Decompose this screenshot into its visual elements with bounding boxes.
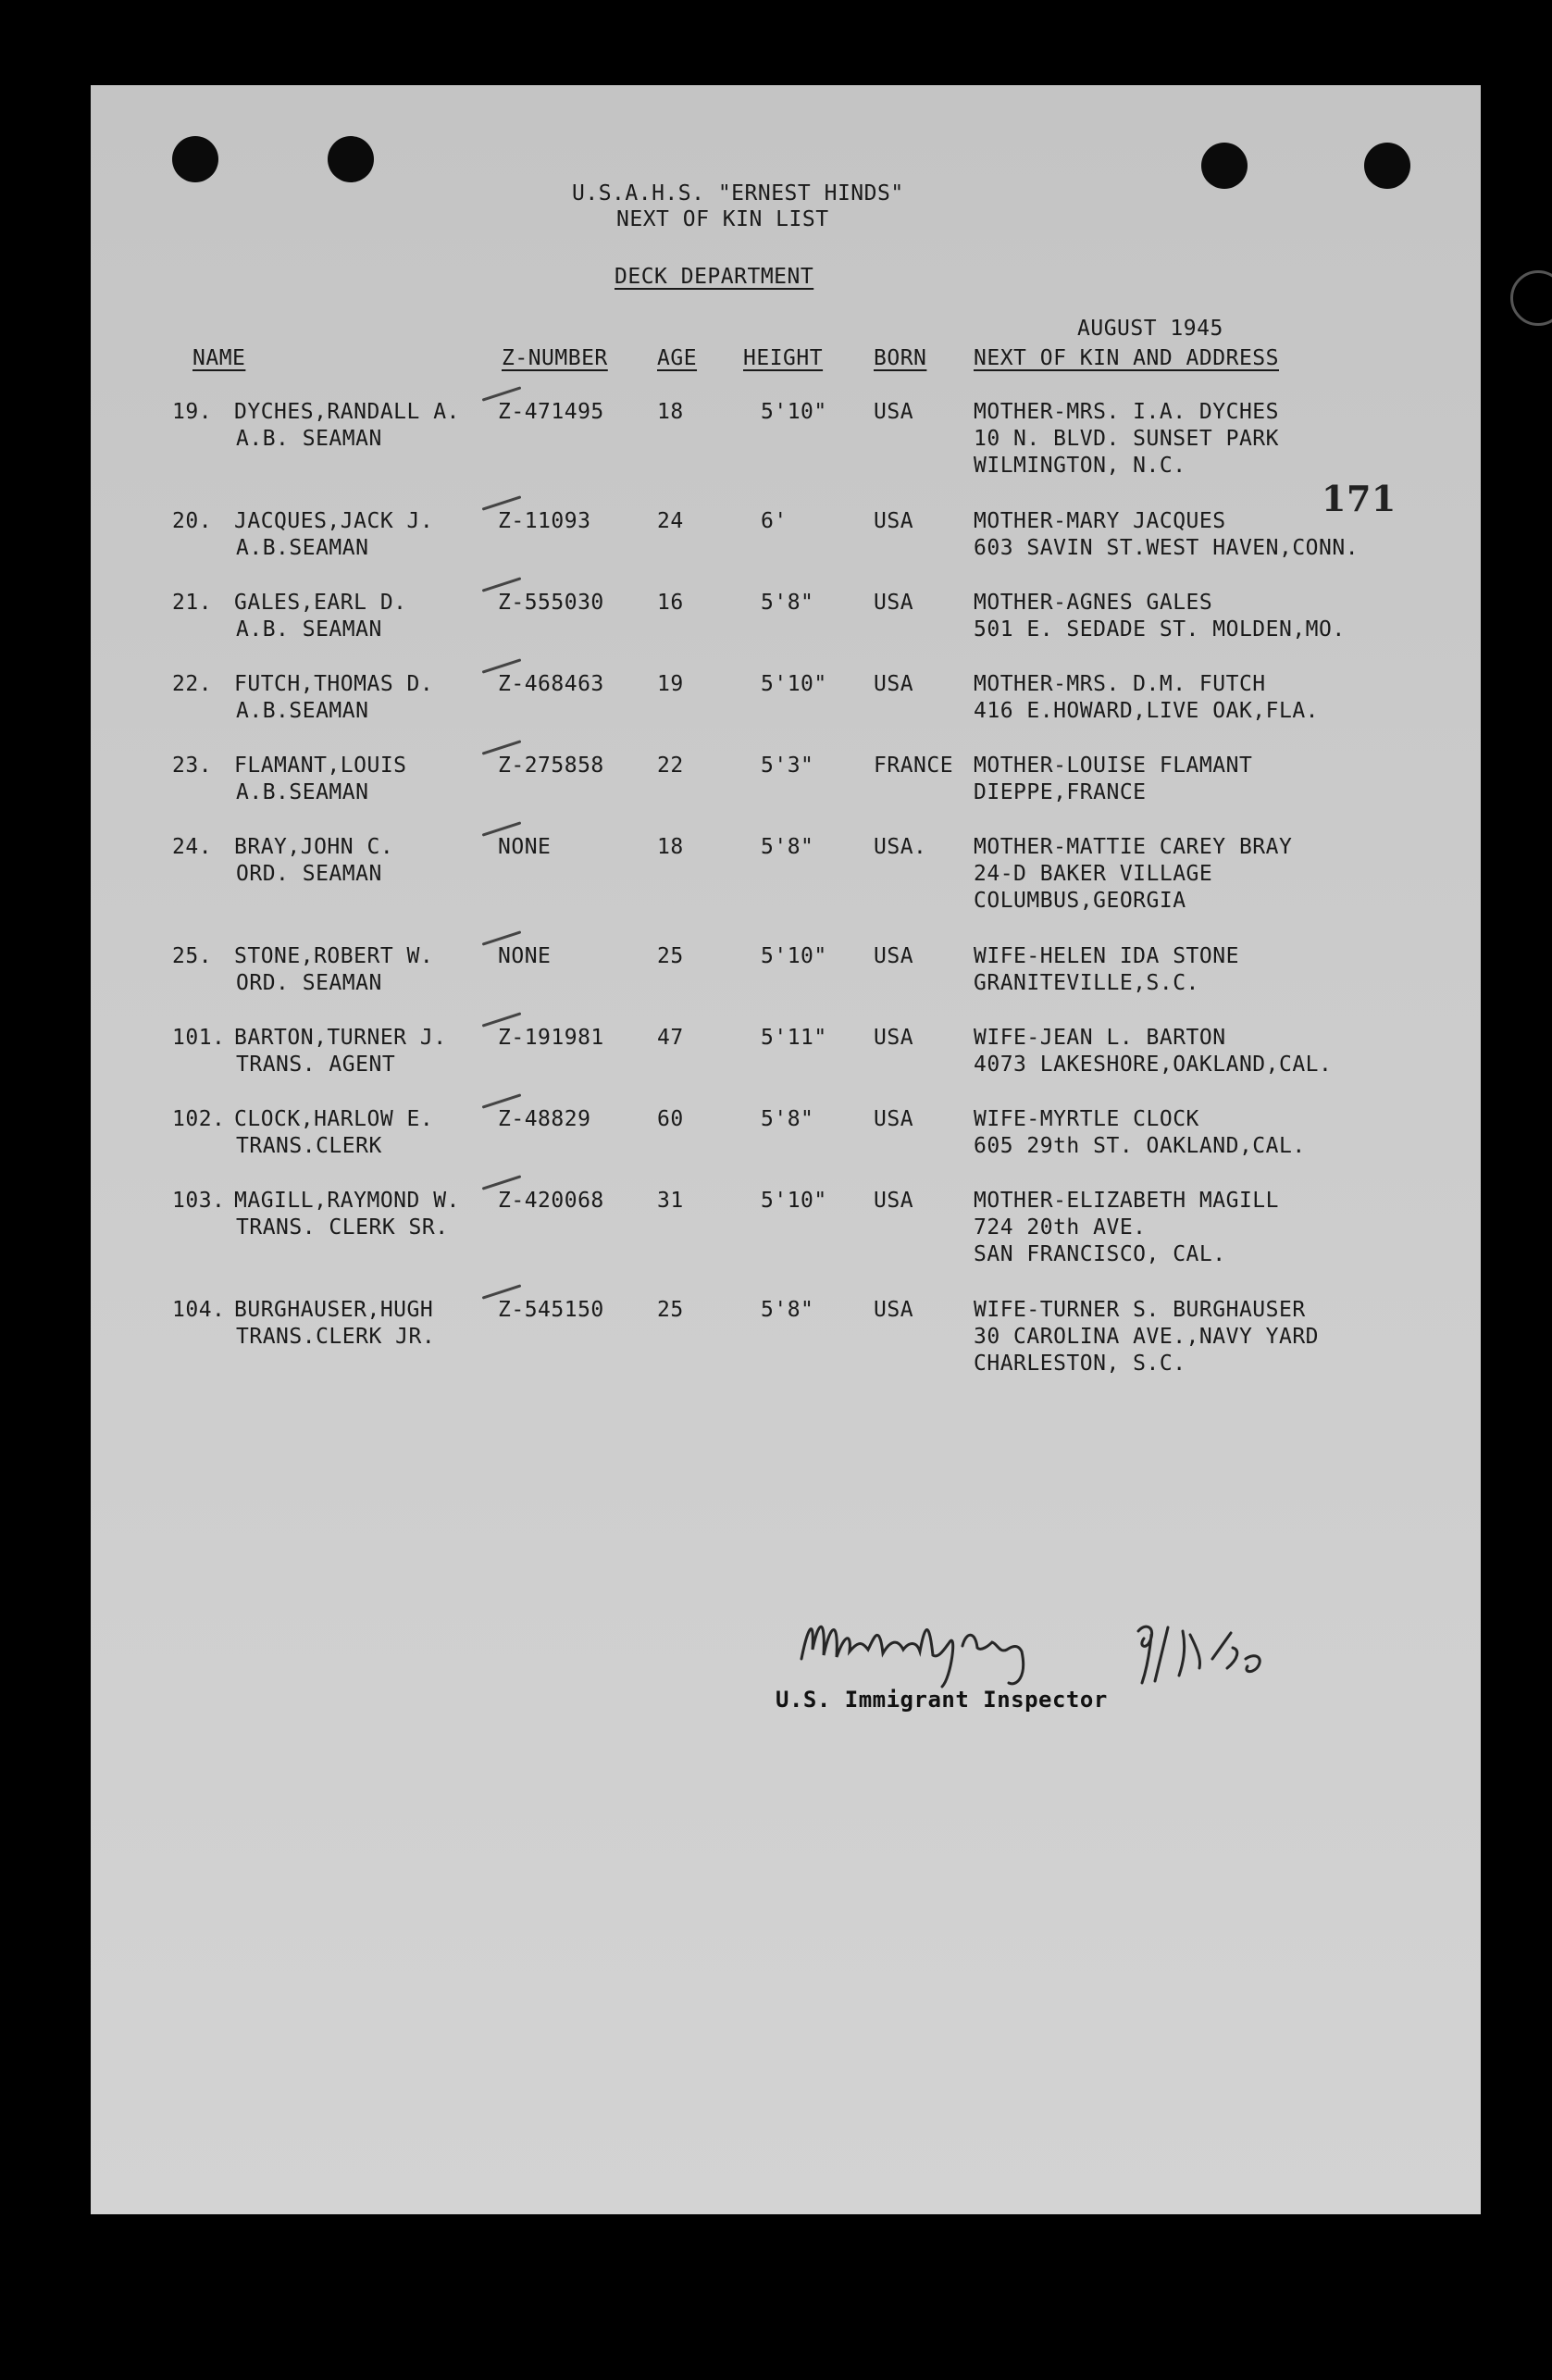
crew-birthplace: USA xyxy=(874,672,914,696)
row-number: 102. xyxy=(172,1107,226,1131)
crew-name: BURGHAUSER,HUGH xyxy=(234,1298,434,1322)
crew-age: 22 xyxy=(657,754,684,778)
z-number: Z-555030 xyxy=(498,591,604,615)
crew-rating: TRANS.CLERK xyxy=(236,1134,382,1158)
next-of-kin-line: 501 E. SEDADE ST. MOLDEN,MO. xyxy=(974,617,1346,642)
crew-name: GALES,EARL D. xyxy=(234,591,407,615)
list-date: AUGUST 1945 xyxy=(1077,317,1223,341)
crew-height: 6' xyxy=(761,509,788,533)
crew-birthplace: USA xyxy=(874,591,914,615)
crew-rating: TRANS.CLERK JR. xyxy=(236,1325,436,1349)
crew-birthplace: USA xyxy=(874,1298,914,1322)
crew-name: FUTCH,THOMAS D. xyxy=(234,672,434,696)
crew-age: 25 xyxy=(657,944,684,968)
crew-birthplace: FRANCE xyxy=(874,754,954,778)
crew-name: BARTON,TURNER J. xyxy=(234,1026,447,1050)
next-of-kin-line: 605 29th ST. OAKLAND,CAL. xyxy=(974,1134,1306,1158)
list-title: NEXT OF KIN LIST xyxy=(616,207,829,231)
next-of-kin-line: WIFE-TURNER S. BURGHAUSER xyxy=(974,1298,1306,1322)
ship-title: U.S.A.H.S. "ERNEST HINDS" xyxy=(572,181,904,206)
z-number: Z-468463 xyxy=(498,672,604,696)
crew-height: 5'8" xyxy=(761,591,814,615)
crew-height: 5'10" xyxy=(761,944,827,968)
punch-hole xyxy=(172,136,218,182)
z-number: Z-11093 xyxy=(498,509,591,533)
crew-name: DYCHES,RANDALL A. xyxy=(234,400,460,424)
next-of-kin-line: 30 CAROLINA AVE.,NAVY YARD xyxy=(974,1325,1320,1349)
crew-name: JACQUES,JACK J. xyxy=(234,509,434,533)
crew-name: MAGILL,RAYMOND W. xyxy=(234,1189,460,1213)
row-number: 103. xyxy=(172,1189,226,1213)
crew-rating: A.B.SEAMAN xyxy=(236,780,369,804)
next-of-kin-line: 10 N. BLVD. SUNSET PARK xyxy=(974,427,1279,451)
next-of-kin-line: SAN FRANCISCO, CAL. xyxy=(974,1242,1226,1266)
crew-rating: TRANS. CLERK SR. xyxy=(236,1215,449,1240)
crew-age: 60 xyxy=(657,1107,684,1131)
crew-rating: A.B. SEAMAN xyxy=(236,617,382,642)
crew-height: 5'10" xyxy=(761,672,827,696)
z-number: NONE xyxy=(498,835,552,859)
crew-height: 5'8" xyxy=(761,1107,814,1131)
crew-age: 16 xyxy=(657,591,684,615)
crew-birthplace: USA xyxy=(874,944,914,968)
next-of-kin-line: 416 E.HOWARD,LIVE OAK,FLA. xyxy=(974,699,1320,723)
z-number: Z-471495 xyxy=(498,400,604,424)
column-header-kin: NEXT OF KIN AND ADDRESS xyxy=(974,346,1279,370)
crew-height: 5'8" xyxy=(761,835,814,859)
punch-hole xyxy=(1364,143,1410,189)
next-of-kin-line: DIEPPE,FRANCE xyxy=(974,780,1147,804)
row-number: 101. xyxy=(172,1026,226,1050)
next-of-kin-line: MOTHER-AGNES GALES xyxy=(974,591,1213,615)
crew-name: FLAMANT,LOUIS xyxy=(234,754,407,778)
column-header-age: AGE xyxy=(657,346,698,370)
next-of-kin-line: COLUMBUS,GEORGIA xyxy=(974,889,1186,913)
next-of-kin-line: 603 SAVIN ST.WEST HAVEN,CONN. xyxy=(974,536,1360,560)
next-of-kin-line: WIFE-MYRTLE CLOCK xyxy=(974,1107,1199,1131)
next-of-kin-line: WIFE-HELEN IDA STONE xyxy=(974,944,1239,968)
next-of-kin-line: 4073 LAKESHORE,OAKLAND,CAL. xyxy=(974,1053,1333,1077)
crew-name: BRAY,JOHN C. xyxy=(234,835,394,859)
crew-age: 18 xyxy=(657,400,684,424)
crew-height: 5'3" xyxy=(761,754,814,778)
column-header-znumber: Z-NUMBER xyxy=(502,346,608,370)
column-header-born: BORN xyxy=(874,346,927,370)
row-number: 21. xyxy=(172,591,213,615)
crew-age: 24 xyxy=(657,509,684,533)
z-number: NONE xyxy=(498,944,552,968)
crew-birthplace: USA. xyxy=(874,835,927,859)
crew-rating: A.B.SEAMAN xyxy=(236,536,369,560)
crew-name: CLOCK,HARLOW E. xyxy=(234,1107,434,1131)
crew-height: 5'11" xyxy=(761,1026,827,1050)
crew-birthplace: USA xyxy=(874,400,914,424)
next-of-kin-line: CHARLESTON, S.C. xyxy=(974,1352,1186,1376)
next-of-kin-line: 724 20th AVE. xyxy=(974,1215,1147,1240)
crew-rating: A.B.SEAMAN xyxy=(236,699,369,723)
punch-hole xyxy=(1201,143,1248,189)
crew-age: 31 xyxy=(657,1189,684,1213)
crew-height: 5'10" xyxy=(761,400,827,424)
row-number: 22. xyxy=(172,672,213,696)
next-of-kin-line: 24-D BAKER VILLAGE xyxy=(974,862,1213,886)
page-number: 171 xyxy=(1322,478,1397,519)
crew-birthplace: USA xyxy=(874,1107,914,1131)
row-number: 19. xyxy=(172,400,213,424)
row-number: 20. xyxy=(172,509,213,533)
crew-age: 25 xyxy=(657,1298,684,1322)
row-number: 25. xyxy=(172,944,213,968)
crew-rating: TRANS. AGENT xyxy=(236,1053,396,1077)
punch-hole xyxy=(1510,270,1552,326)
crew-age: 18 xyxy=(657,835,684,859)
row-number: 104. xyxy=(172,1298,226,1322)
next-of-kin-line: MOTHER-MATTIE CAREY BRAY xyxy=(974,835,1293,859)
crew-name: STONE,ROBERT W. xyxy=(234,944,434,968)
crew-height: 5'10" xyxy=(761,1189,827,1213)
z-number: Z-275858 xyxy=(498,754,604,778)
crew-height: 5'8" xyxy=(761,1298,814,1322)
department-heading: DECK DEPARTMENT xyxy=(615,265,814,289)
crew-rating: ORD. SEAMAN xyxy=(236,862,382,886)
inspector-stamp: U.S. Immigrant Inspector xyxy=(776,1687,1108,1713)
next-of-kin-line: GRANITEVILLE,S.C. xyxy=(974,971,1199,995)
z-number: Z-420068 xyxy=(498,1189,604,1213)
z-number: Z-48829 xyxy=(498,1107,591,1131)
next-of-kin-line: MOTHER-LOUISE FLAMANT xyxy=(974,754,1253,778)
crew-rating: ORD. SEAMAN xyxy=(236,971,382,995)
crew-birthplace: USA xyxy=(874,1026,914,1050)
punch-hole xyxy=(328,136,374,182)
z-number: Z-545150 xyxy=(498,1298,604,1322)
next-of-kin-line: MOTHER-MRS. I.A. DYCHES xyxy=(974,400,1279,424)
handwritten-signature xyxy=(794,1594,1312,1696)
signature-block xyxy=(776,1594,1312,1713)
column-header-height: HEIGHT xyxy=(743,346,824,370)
next-of-kin-line: MOTHER-MRS. D.M. FUTCH xyxy=(974,672,1266,696)
next-of-kin-line: WIFE-JEAN L. BARTON xyxy=(974,1026,1226,1050)
row-number: 23. xyxy=(172,754,213,778)
crew-rating: A.B. SEAMAN xyxy=(236,427,382,451)
z-number: Z-191981 xyxy=(498,1026,604,1050)
row-number: 24. xyxy=(172,835,213,859)
crew-birthplace: USA xyxy=(874,509,914,533)
crew-age: 19 xyxy=(657,672,684,696)
next-of-kin-line: MOTHER-ELIZABETH MAGILL xyxy=(974,1189,1279,1213)
crew-age: 47 xyxy=(657,1026,684,1050)
next-of-kin-line: MOTHER-MARY JACQUES xyxy=(974,509,1226,533)
document-page xyxy=(91,85,1481,2214)
next-of-kin-line: WILMINGTON, N.C. xyxy=(974,454,1186,478)
column-header-name: NAME xyxy=(192,346,246,370)
crew-birthplace: USA xyxy=(874,1189,914,1213)
